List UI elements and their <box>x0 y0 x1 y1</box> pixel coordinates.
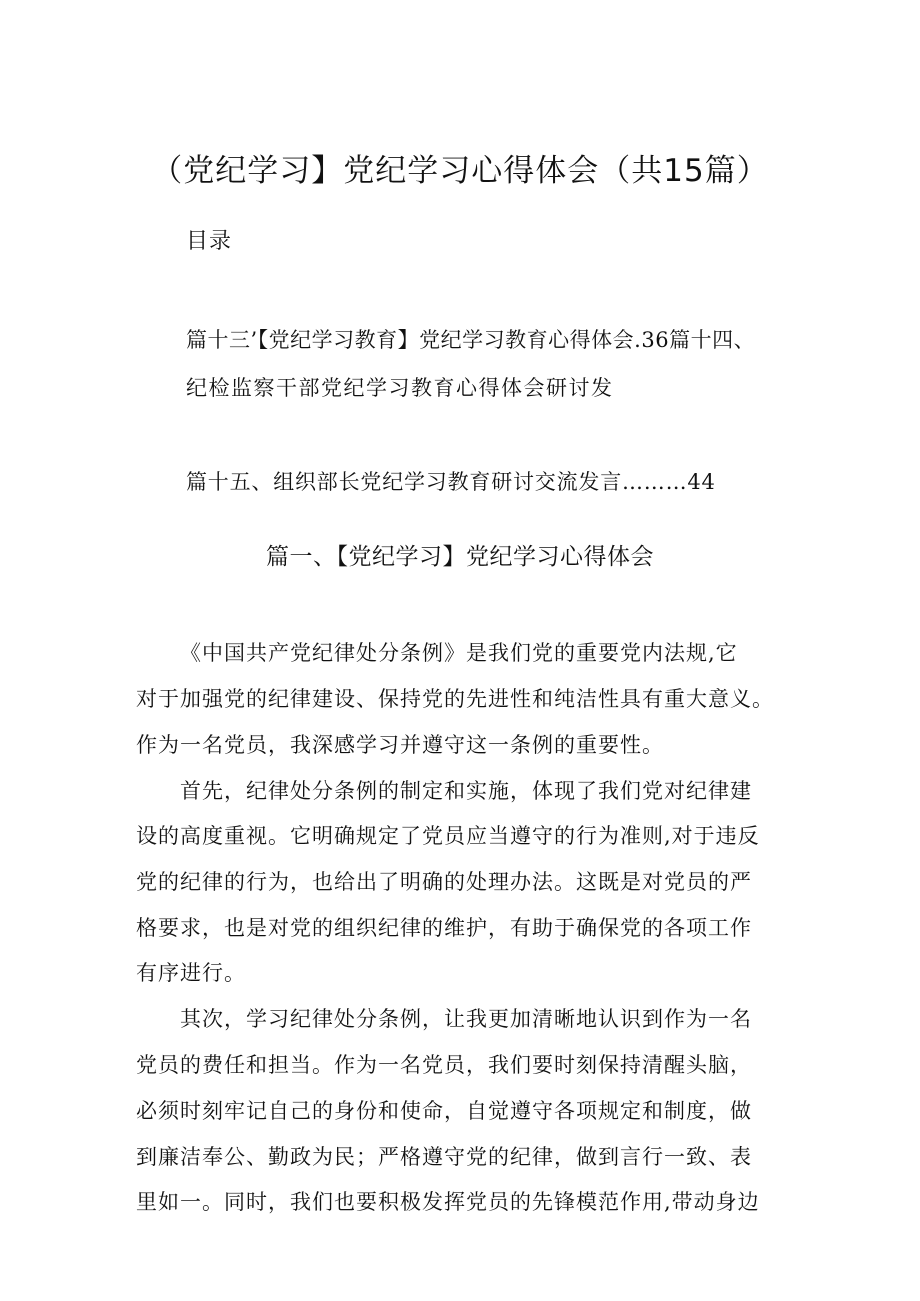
paragraph-line: 对于加强党的纪律建设、保持党的先进性和纯洁性具有重大意义。 <box>136 687 774 711</box>
paragraph-line: 里如一。同时，我们也要积极发挥党员的先锋模范作用,带动身边 <box>136 1190 760 1214</box>
paragraph-line: 《中国共产党纪律处分条例》是我们党的重要党内法规,它 <box>180 641 738 665</box>
toc-label: 目录 <box>186 229 233 254</box>
paragraph-line: 必须时刻牢记自己的身份和使命，自觉遵守各项规定和制度，做 <box>136 1099 752 1123</box>
paragraph-line: 作为一名党员，我深感学习并遵守这一条例的重要性。 <box>136 733 664 757</box>
toc-entry: 纪检监察干部党纪学习教育心得体会研讨发 <box>186 376 614 400</box>
paragraph-line: 格要求，也是对党的组织纪律的维护，有助于确保党的各项工作 <box>136 916 752 940</box>
toc-entry: 篇十五、组织部长党纪学习教育研讨交流发言………44 <box>186 470 716 494</box>
paragraph-line: 其次，学习纪律处分条例，让我更加清晰地认识到作为一名 <box>180 1007 752 1031</box>
paragraph-line: 到廉洁奉公、勤政为民；严格遵守党的纪律，做到言行一致、表 <box>136 1145 752 1169</box>
paragraph-line: 党员的费任和担当。作为一名党员，我们要时刻保持清醒头脑， <box>136 1053 752 1077</box>
paragraph-line: 党的纪律的行为，也给出了明确的处理办法。这既是对党员的严 <box>136 870 752 894</box>
paragraph-line: 有序进行。 <box>136 961 246 985</box>
section-heading: 篇一、【党纪学习】党纪学习心得体会 <box>266 544 654 570</box>
paragraph-line: 首先，纪律处分条例的制定和实施，体现了我们党对纪律建 <box>180 779 752 803</box>
document-title: （党纪学习】党纪学习心得体会（共15篇） <box>151 153 769 189</box>
toc-entry: 篇十三’【党纪学习教育】党纪学习教育心得体会.36篇十四、 <box>186 328 756 352</box>
paragraph-line: 设的高度重视。它明确规定了党员应当遵守的行为准则,对于违反 <box>136 824 760 848</box>
